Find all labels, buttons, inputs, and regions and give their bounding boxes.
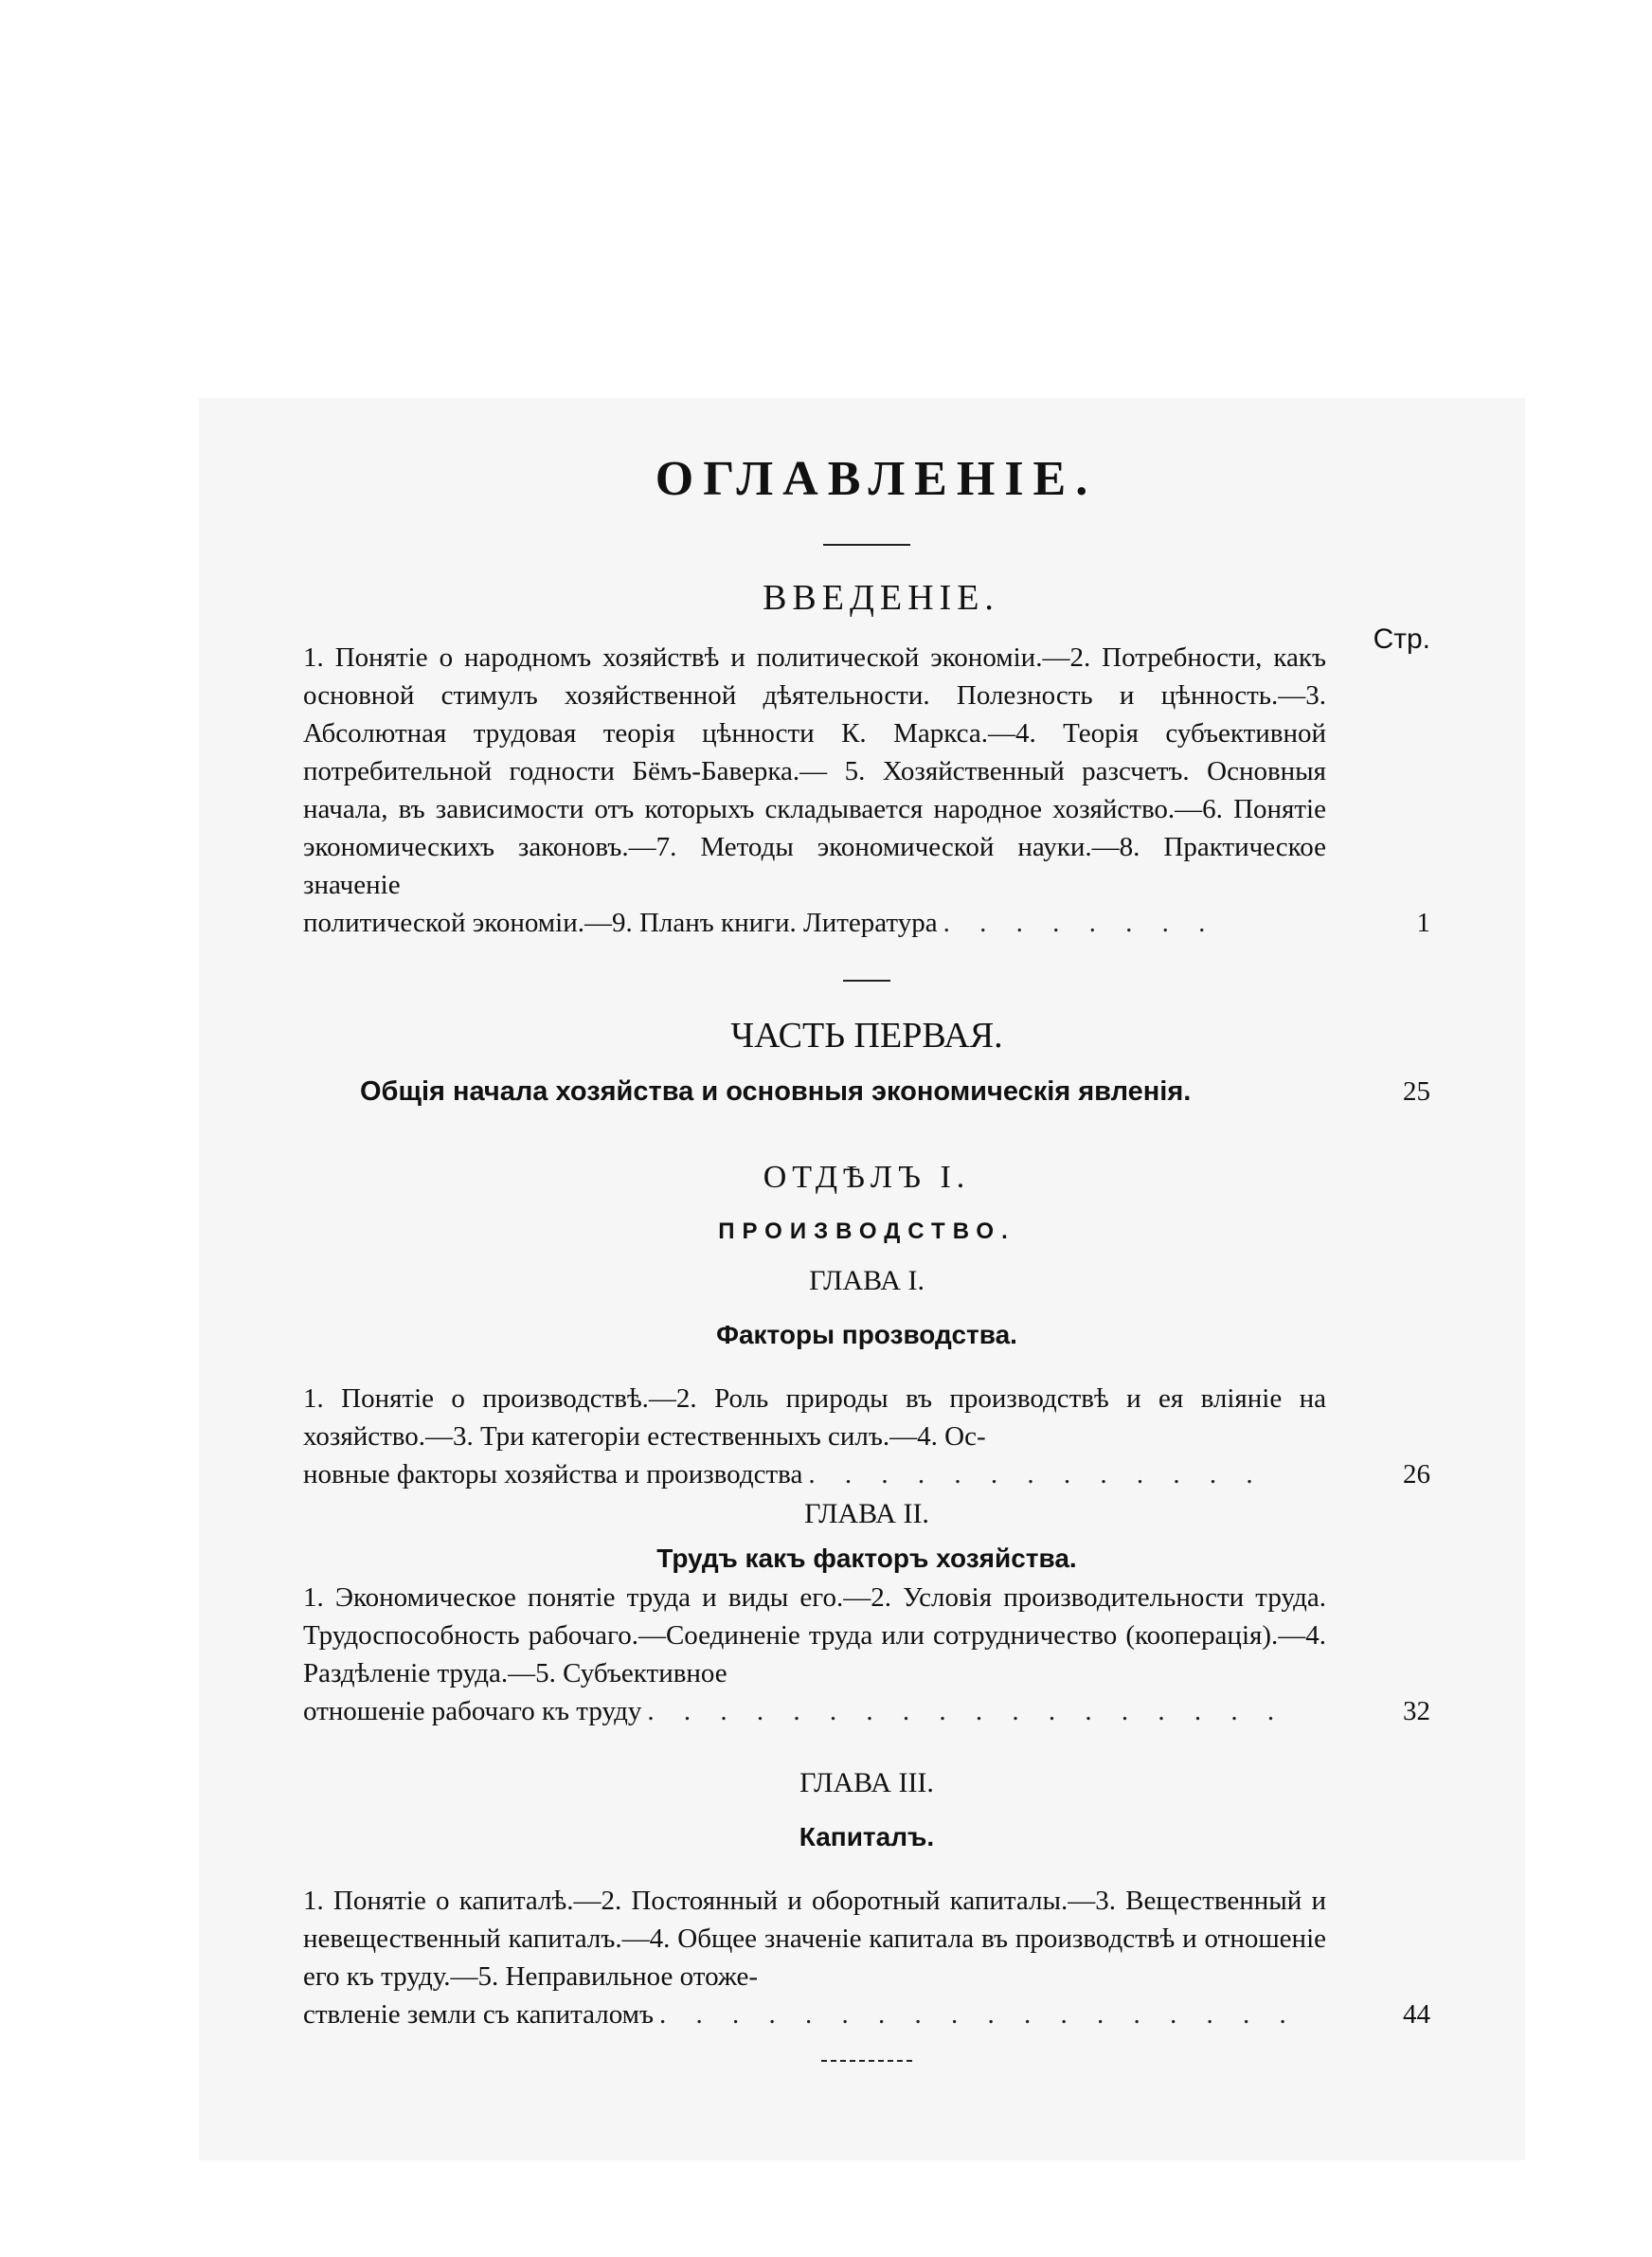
introduction-entry[interactable] bbox=[303, 639, 1430, 942]
title-rule bbox=[823, 544, 910, 546]
section-rule bbox=[843, 980, 890, 982]
chapter-1-title: Факторы прозводства. bbox=[716, 1320, 1017, 1349]
leader-dots: . . . . . . . . . . . . . . . . . . bbox=[659, 1999, 1298, 2030]
introduction-heading: ВВЕДЕНІЕ. bbox=[763, 578, 999, 618]
entry-text: 1. Экономическое понятіе труда и виды его.—2. Условія производительности труда. Трудоспособность рабочаго.—Соединеніе труда или сотрудничество (кооперація).—4. Раздѣленіе труда.—5. Субъективное bbox=[303, 1582, 1326, 1688]
closing-rule bbox=[821, 2060, 912, 2062]
entry-text: 1. Понятіе о производствѣ.—2. Роль природы въ производствѣ и ея вліяніе на хозяйство.—3. Три категоріи естественныхъ силъ.—4. Ос- bbox=[303, 1383, 1326, 1452]
entry-last-text: отношеніе рабочаго къ труду bbox=[303, 1696, 642, 1726]
chapter-2-entry[interactable] bbox=[303, 1579, 1430, 1730]
entry-last-line bbox=[303, 1692, 1326, 1730]
leader-dots: . . . . . . . . . . . . . . . . . . bbox=[647, 1696, 1286, 1726]
entry-page-number: 44 bbox=[1403, 1999, 1430, 2030]
part-one-page-number: 25 bbox=[1403, 1076, 1430, 1107]
page-column-label: Стр. bbox=[1373, 623, 1430, 655]
division-subtitle: ПРОИЗВОДСТВО. bbox=[718, 1219, 1015, 1244]
part-one-subtitle: Общія начала хозяйства и основныя экономическія явленія. bbox=[360, 1076, 1192, 1107]
leader-dots: . . . . . . . . bbox=[943, 908, 1217, 938]
entry-last-text: новные факторы хозяйства и производства bbox=[303, 1459, 803, 1490]
part-one-title: ЧАСТЬ ПЕРВАЯ. bbox=[730, 1016, 1003, 1056]
chapter-3-label: ГЛАВА III. bbox=[799, 1767, 934, 1798]
entry-last-line bbox=[303, 904, 1326, 942]
entry-last-text: ствленіе земли съ капиталомъ bbox=[303, 1999, 655, 2030]
leader-dots: . . . . . . . . . . . . . bbox=[808, 1459, 1265, 1490]
chapter-2-title: Трудъ какъ факторъ хозяйства. bbox=[656, 1544, 1077, 1573]
entry-text: 1. Понятіе о народномъ хозяйствѣ и политической экономіи.—2. Потребности, какъ основной стимулъ хозяйственной дѣятельности. Полезность и цѣнность.—3. Абсолютная трудовая теорія цѣнности К. Маркса.—4. Теорія субъективной потребительной годности Бёмъ-Баверка.— 5. Хозяйственный разсчетъ. Основныя начала, въ зависимости отъ которыхъ складывается народное хозяйство.—6. Понятіе экономическихъ законовъ.—7. Методы экономической науки.—8. Практическое значеніе bbox=[303, 642, 1326, 900]
chapter-1-label: ГЛАВА I. bbox=[809, 1265, 925, 1296]
chapter-2-label: ГЛАВА II. bbox=[804, 1498, 929, 1529]
entry-text: 1. Понятіе о капиталѣ.—2. Постоянный и оборотный капиталы.—3. Вещественный и невещественный капиталъ.—4. Общее значеніе капитала въ производствѣ и отношеніе его къ труду.—5. Неправильное отоже- bbox=[303, 1886, 1326, 1992]
entry-page-number: 1 bbox=[1416, 908, 1430, 938]
entry-last-text: политической экономіи.—9. Планъ книги. Литература bbox=[303, 908, 938, 938]
chapter-3-entry[interactable] bbox=[303, 1882, 1430, 2033]
division-title: ОТДѢЛЪ I. bbox=[763, 1160, 971, 1195]
entry-page-number: 26 bbox=[1403, 1459, 1430, 1490]
entry-page-number: 32 bbox=[1403, 1696, 1430, 1726]
table-of-contents bbox=[303, 445, 1430, 2062]
chapter-3-title: Капиталъ. bbox=[799, 1822, 935, 1851]
part-one-entry[interactable] bbox=[303, 1071, 1430, 1112]
toc-title: ОГЛАВЛЕНІЕ. bbox=[655, 452, 1098, 506]
entry-last-line bbox=[303, 1455, 1326, 1493]
chapter-1-entry[interactable] bbox=[303, 1380, 1430, 1493]
entry-last-line bbox=[303, 1995, 1326, 2033]
